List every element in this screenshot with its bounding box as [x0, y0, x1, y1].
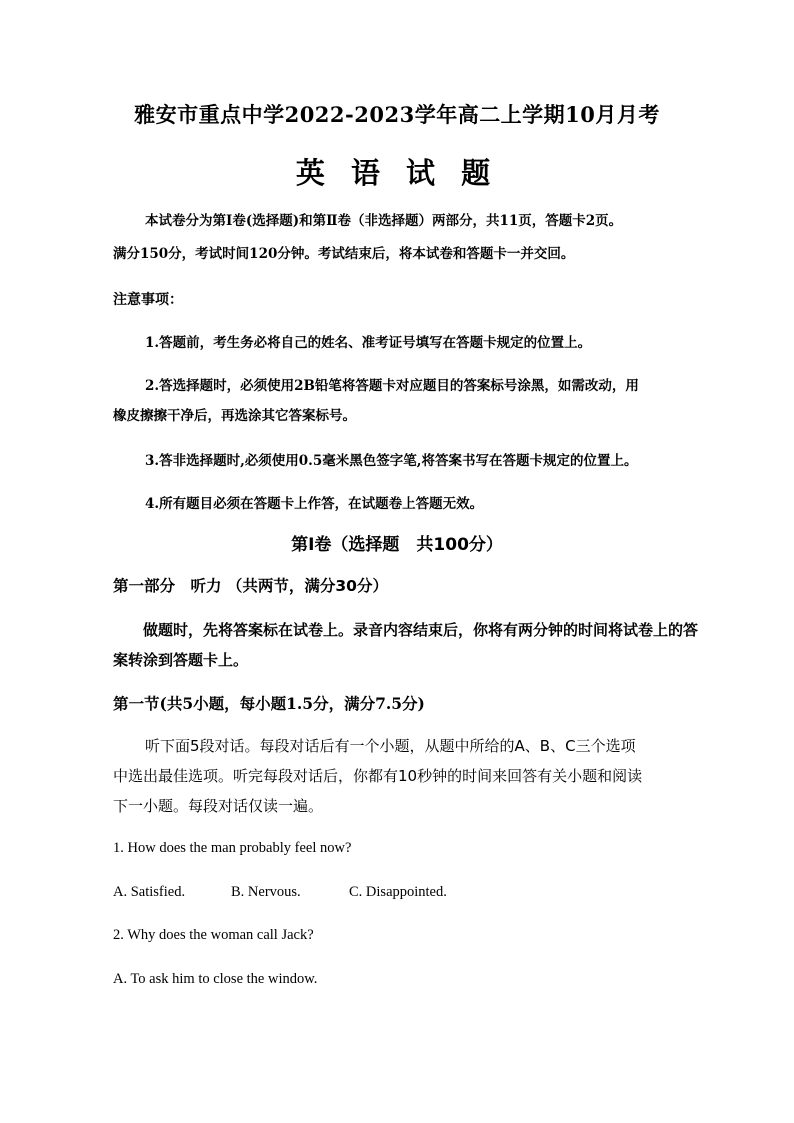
directions-line-2: 案转涂到答题卡上。 [113, 651, 249, 669]
notice-item-1: 1.答题前，考生务必将自己的姓名、准考证号填写在答题卡规定的位置上。 [145, 335, 592, 351]
question-1-option-b: B. Nervous. [231, 884, 301, 900]
exam-subject-title: 英 语 试 题 [295, 156, 499, 190]
instructions-line-2: 中选出最佳选项。听完每段对话后，你都有10秒钟的时间来回答有关小题和阅读 [113, 767, 643, 785]
notice-item-4: 4.所有题目必须在答题卡上作答，在试题卷上答题无效。 [145, 496, 484, 512]
notice-item-3: 3.答非选择题时,必须使用0.5毫米黑色签字笔,将答案书写在答题卡规定的位置上。 [145, 453, 638, 469]
intro-line-2: 满分150分，考试时间120分钟。考试结束后，将本试卷和答题卡一并交回。 [113, 246, 575, 262]
directions-line-1: 做题时，先将答案标在试卷上。录音内容结束后，你将有两分钟的时间将试卷上的答 [143, 621, 699, 639]
question-1-option-c: C. Disappointed. [349, 884, 447, 900]
section-one-heading: 第一节(共5小题，每小题1.5分，满分7.5分) [113, 694, 425, 713]
notice-item-2: 2.答选择题时，必须使用2B铅笔将答题卡对应题目的答案标号涂黑，如需改动，用 [145, 378, 639, 394]
part-one-heading: 第一部分 听力 （共两节，满分30分） [113, 577, 388, 595]
exam-title: 雅安市重点中学2022-2023学年高二上学期10月月考 [134, 102, 660, 127]
instructions-line-1: 听下面5段对话。每段对话后有一个小题，从题中所给的A、B、C三个选项 [145, 737, 636, 755]
question-1-stem: 1. How does the man probably feel now? [113, 840, 352, 856]
question-1-option-a: A. Satisfied. [113, 884, 186, 900]
intro-line-1: 本试卷分为第Ⅰ卷(选择题)和第Ⅱ卷（非选择题）两部分，共11页，答题卡2页。 [145, 213, 623, 229]
notice-heading: 注意事项： [113, 292, 183, 308]
question-2-stem: 2. Why does the woman call Jack? [113, 927, 314, 943]
notice-item-2-continued: 橡皮擦擦干净后，再选涂其它答案标号。 [113, 408, 356, 424]
question-2-option-a: A. To ask him to close the window. [113, 971, 318, 987]
volume-heading: 第Ⅰ卷（选择题 共100分） [291, 535, 503, 555]
instructions-line-3: 下一小题。每段对话仅读一遍。 [113, 797, 324, 815]
